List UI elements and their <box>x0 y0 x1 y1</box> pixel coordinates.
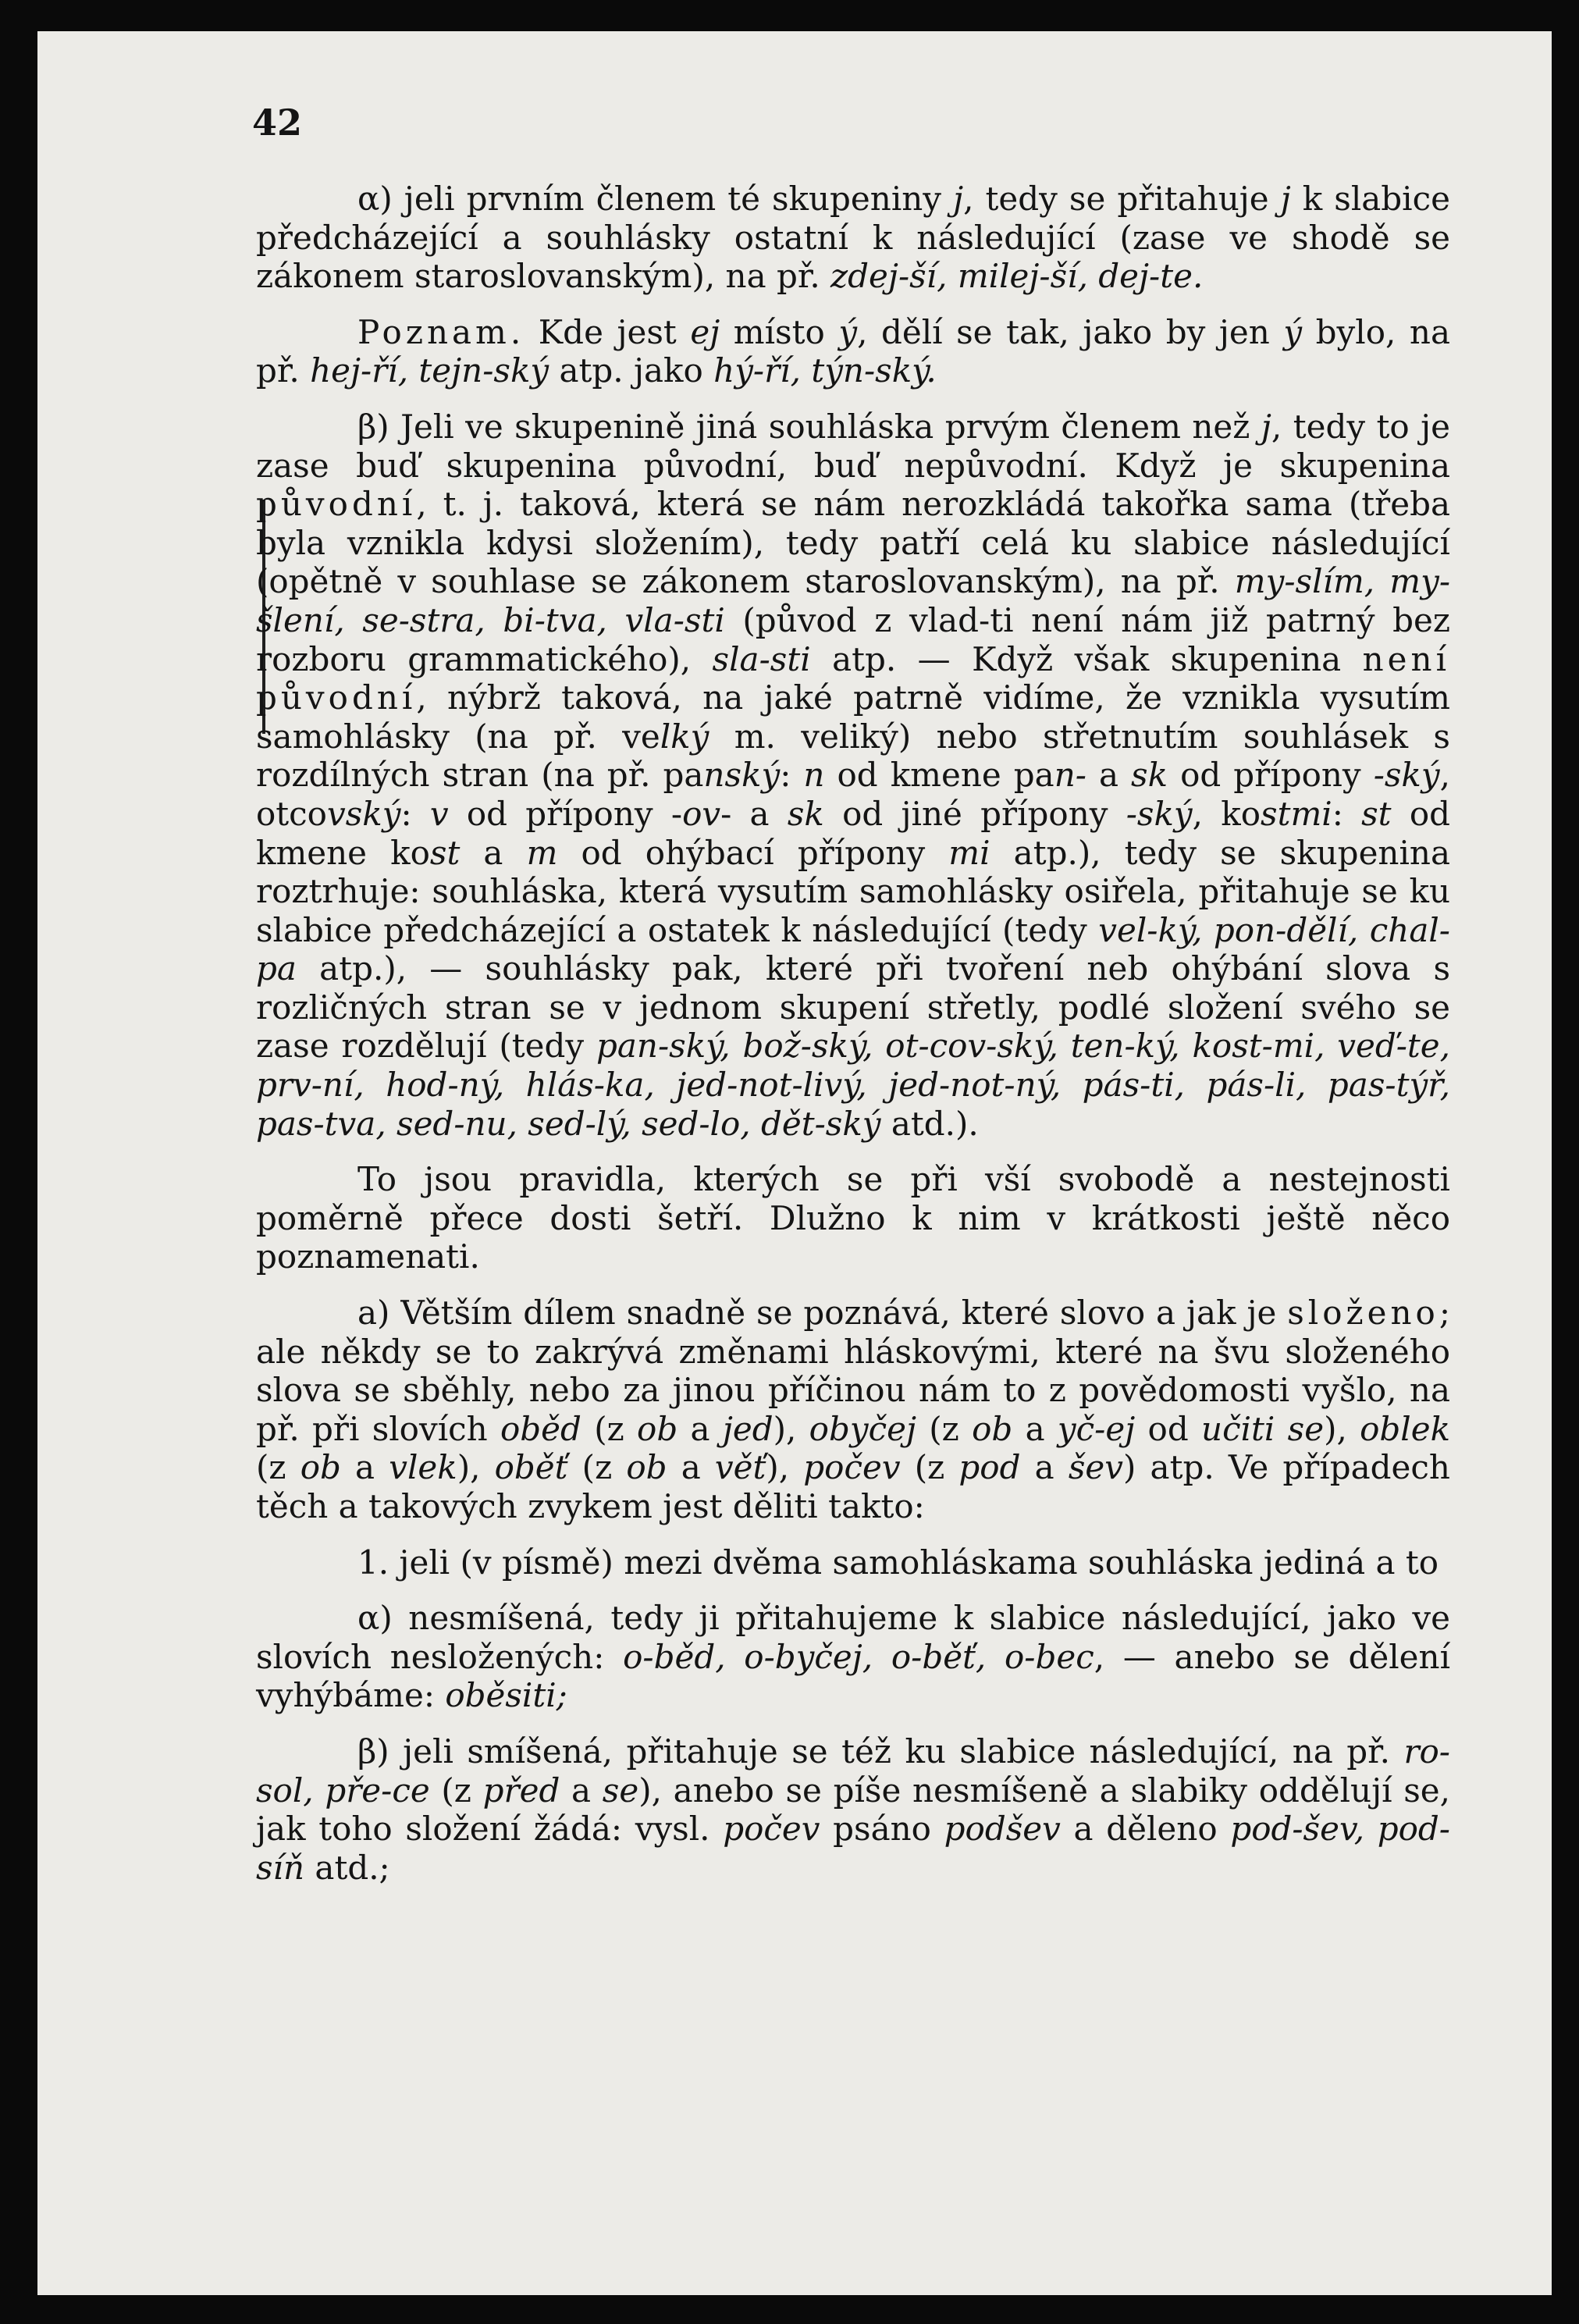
text-run: bylo, na př. <box>256 312 1450 390</box>
italic-run: učiti se <box>1201 1409 1325 1448</box>
italic-run: st <box>429 833 461 872</box>
paragraph-beta-cluster <box>256 408 1450 1143</box>
text-run: , tedy se přitahuje <box>963 180 1281 218</box>
italic-run: ý <box>1283 312 1303 351</box>
text-run: ) atp. Ve případech těch a takových zvykem jest děliti takto: <box>256 1448 1450 1525</box>
text-run: , nýbrž taková, na jaké patrně vidíme, že vznikla vysutím samohlásky (na př. ve <box>256 678 1450 756</box>
text-run: (z <box>567 1448 627 1487</box>
text-run: a <box>1012 1409 1058 1448</box>
text-run: ), <box>457 1448 495 1487</box>
italic-run: o-běd, o-byčej, o-běť, o-bec <box>623 1637 1094 1676</box>
text-run: od <box>1135 1409 1202 1448</box>
text-run: - a <box>720 794 788 833</box>
text-run: od jiné přípony <box>823 794 1126 833</box>
text-run: ), <box>766 1448 804 1487</box>
italic-run: -ský <box>1373 756 1440 795</box>
paragraph-alpha-unmixed <box>256 1599 1450 1715</box>
paragraph-1-single <box>256 1543 1450 1582</box>
italic-run: stmi <box>1261 794 1332 833</box>
text-run: od přípony <box>1168 756 1374 795</box>
italic-run: pod <box>958 1448 1021 1487</box>
text-run: od přípony - <box>448 794 683 833</box>
text-run: a <box>460 833 527 872</box>
italic-run: ov <box>682 794 721 833</box>
italic-run: j <box>1261 407 1271 446</box>
text-run: , — anebo se dělení vyhýbáme: <box>256 1637 1450 1715</box>
spaced-run: Poznam. <box>357 312 525 351</box>
text-run: : <box>400 794 430 833</box>
italic-run: sk <box>1131 756 1168 795</box>
italic-run: hý-ří, týn-ský. <box>713 351 937 390</box>
text-run: (z <box>429 1771 483 1810</box>
text-run: β) jeli smíšená, přitahuje se též ku slabice následující, na př. <box>357 1731 1404 1771</box>
italic-run: ro-sol, pře-ce <box>256 1731 1450 1810</box>
italic-run: obyčej <box>809 1409 916 1448</box>
italic-run: oběd <box>500 1409 581 1448</box>
italic-run: nský <box>703 756 781 795</box>
paragraph-alpha-j <box>256 180 1450 296</box>
text-run: a) Větším dílem snadně se poznává, které slovo a jak je <box>357 1294 1288 1333</box>
text-run: od kmene pa <box>824 756 1054 795</box>
paragraph-a-compound <box>256 1294 1450 1526</box>
paragraph-note <box>256 313 1450 390</box>
text-run: Kde jest <box>525 312 691 351</box>
italic-run: j <box>1280 180 1291 218</box>
italic-run: šev <box>1068 1448 1123 1487</box>
italic-run: ob <box>626 1448 667 1487</box>
italic-run: v <box>429 794 449 833</box>
text-run: (z <box>256 1448 301 1487</box>
text-run: β) Jeli ve skupenině jiná souhláska prvým členem než <box>357 407 1261 446</box>
text-run: a <box>340 1448 389 1487</box>
text-run: atp. — Když však skupenina <box>810 639 1363 678</box>
italic-run: my-slím, my-šlení, se-stra, bi-tva, vla-sti <box>256 562 1451 639</box>
text-run: a <box>1086 756 1132 795</box>
italic-run: ob <box>637 1409 678 1448</box>
italic-run: n <box>803 756 825 795</box>
text-run: atp. jako <box>549 351 714 390</box>
italic-run: sla-sti <box>712 639 811 678</box>
text-run: od ohýbací přípony <box>557 833 949 872</box>
italic-run: hej-ří, tejn-ský <box>310 351 549 390</box>
text-run: psáno <box>820 1810 944 1849</box>
italic-run: ý <box>838 312 858 351</box>
text-run: k slabice předcházející a souhlásky ostatní k následující (zase ve shodě se zákonem staroslovanským), na př. <box>256 180 1450 296</box>
italic-run: oběť <box>494 1448 568 1487</box>
text-run: m. veliký) nebo střetnutím souhlásek s rozdílných stran (na př. pa <box>256 717 1450 795</box>
paragraph-rules <box>256 1160 1450 1276</box>
text-run: a <box>667 1448 715 1487</box>
italic-run: m <box>526 833 558 872</box>
page-number: 42 <box>252 101 303 144</box>
page-body <box>256 180 1450 1904</box>
italic-run: vský <box>326 794 401 833</box>
text-run: a <box>560 1771 603 1810</box>
text-run: ; ale někdy se to zakrývá změnami hláskovými, které na švu složeného slova se sběhly, nebo za jinou příčinou nám to z povědomosti vyšlo, na př. při slovích <box>256 1294 1450 1448</box>
text-run: : <box>780 756 804 795</box>
italic-run: yč-ej <box>1057 1409 1136 1448</box>
text-run: : <box>1332 794 1362 833</box>
text-run: , ko <box>1192 794 1261 833</box>
text-run: a <box>1020 1448 1069 1487</box>
text-run: atd.; <box>304 1848 390 1887</box>
text-run: atd.). <box>880 1104 979 1143</box>
text-run: (původ z vlad-ti není nám již patrný bez rozboru grammatického), <box>256 600 1450 678</box>
italic-run: n- <box>1054 756 1086 795</box>
italic-run: před <box>482 1771 560 1810</box>
text-run: atp.), tedy se skupenina roztrhuje: souhláska, která vysutím samohlásky osiřela, přitahuje se ku slabice předcházející a ostatek k následující (tedy <box>256 833 1450 949</box>
text-run: a děleno <box>1060 1810 1231 1849</box>
text-run: , tedy to je zase buď skupenina původní, buď nepůvodní. Když je skupenina <box>256 407 1450 485</box>
spaced-run: původní <box>256 485 417 524</box>
italic-run: pod-šev, pod-síň <box>256 1810 1450 1887</box>
text-run: α) nesmíšená, tedy ji přitahujeme k slabice následující, jako ve slovích nesložených: <box>256 1599 1450 1676</box>
text-run: α) jeli prvním členem té skupeniny <box>357 180 954 218</box>
text-run: , dělí se tak, jako by jen <box>857 312 1284 351</box>
spaced-run: není původní <box>256 639 1450 717</box>
italic-run: sk <box>787 794 824 833</box>
italic-run: mi <box>948 833 990 872</box>
text-run: (z <box>900 1448 959 1487</box>
text-run: 1. jeli (v písmě) mezi dvěma samohláskama souhláska jediná a to <box>357 1543 1439 1582</box>
text-run: místo <box>720 312 839 351</box>
italic-run: st <box>1361 794 1392 833</box>
text-run: (z <box>581 1409 638 1448</box>
text-run: ), anebo se píše nesmíšeně a slabiky oddělují se, jak toho složení žádá: vysl. <box>256 1771 1450 1849</box>
spaced-run: složeno <box>1287 1294 1439 1333</box>
text-run: od kmene ko <box>256 794 1450 872</box>
text-run: ), <box>1324 1409 1360 1448</box>
italic-run: počev <box>803 1448 901 1487</box>
italic-run: ob <box>972 1409 1013 1448</box>
italic-run: věť <box>714 1448 766 1487</box>
italic-run: vlek <box>389 1448 457 1487</box>
italic-run: pan-ský, bož-ský, ot-cov-ský, ten-ký, kost-mi, veď-te, prv-ní, hod-ný, hlás-ka, jed-not-livý, jed-not-ný, pás-ti, pás-li, pas-týř, pas-tva, sed-nu, sed-lý, sed-lo, dět-ský <box>256 1027 1450 1143</box>
italic-run: jed <box>722 1409 773 1448</box>
text-run: , otco <box>256 756 1450 833</box>
italic-run: ej <box>690 312 720 351</box>
book-page <box>37 31 1552 2295</box>
italic-run: vel-ký, pon-dělí, chal-pa <box>256 910 1450 988</box>
italic-run: oběsiti; <box>445 1676 567 1715</box>
italic-run: podšev <box>944 1810 1061 1849</box>
text-run: ), <box>773 1409 809 1448</box>
text-run: To jsou pravidla, kterých se při vší svobodě a nestejnosti poměrně přece dosti šetří. Dlužno k nim v krátkosti ještě něco poznamenati. <box>256 1160 1450 1276</box>
paragraph-beta-mixed <box>256 1732 1450 1887</box>
text-run: a <box>677 1409 723 1448</box>
italic-run: se <box>602 1771 639 1810</box>
text-run: (z <box>916 1409 973 1448</box>
italic-run: oblek <box>1360 1409 1451 1448</box>
italic-run: lký <box>660 717 709 756</box>
italic-run: j <box>953 180 964 218</box>
italic-run: počev <box>723 1810 820 1849</box>
italic-run: ob <box>300 1448 341 1487</box>
text-run: , t. j. taková, která se nám nerozkládá takořka sama (třeba byla vznikla kdysi složením), tedy patří celá ku slabice následující (opětně v souhlase se zákonem staroslovanským), na př. <box>256 485 1450 601</box>
italic-run: zdej-ší, milej-ší, dej-te. <box>830 257 1204 296</box>
text-run: atp.), — souhlásky pak, které při tvoření neb ohýbání slova s rozličných stran se v jednom skupení střetly, podlé složení svého se zase rozdělují (tedy <box>256 949 1450 1066</box>
italic-run: -ský <box>1126 794 1193 833</box>
